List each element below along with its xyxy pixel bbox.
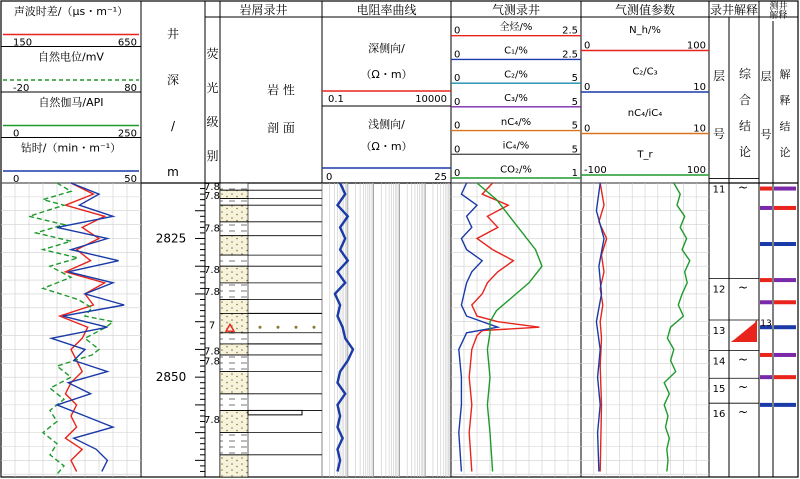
lithology-block [220, 190, 248, 198]
gasparam-scale-max: 10 [693, 123, 706, 135]
shallow-lat-label: 浅侧向/ [368, 118, 405, 131]
wirelog-conclusion-header: 解 [779, 68, 791, 81]
mudlog-conclusion-header: 结 [738, 119, 752, 133]
lith-title: 岩屑录井 [239, 3, 288, 17]
gas-curve-label: nC₄/% [500, 116, 532, 128]
lithology-block [220, 183, 248, 190]
gas-curve-label: C₂/% [504, 69, 528, 81]
gas-scale-max: 1 [571, 168, 578, 179]
track1-curve-label: 自然电位/mV [38, 50, 104, 64]
fluorescence-value: 7.8 [204, 414, 220, 426]
fluor-header-char: 别 [206, 149, 219, 163]
deep-lat-max: 10000 [415, 94, 447, 105]
wirelog-title-2: 解释 [769, 11, 788, 21]
fluorescence-value: 7.8 [204, 356, 220, 368]
fluorescence-value: 7.8 [204, 346, 220, 358]
lithology-lens [248, 410, 302, 414]
gas-scale-max: 5 [571, 120, 578, 132]
gas-scale-min: 0 [454, 168, 461, 179]
track1-curve-label: 自然伽马/API [38, 96, 104, 109]
fluor-header-char: 级 [206, 115, 219, 129]
gasparam-scale-min: 0 [584, 40, 591, 52]
deep-lat-unit: （Ω・m） [360, 68, 413, 81]
wirelog-flag [760, 187, 772, 191]
wirelog-conclusion-header: 结 [779, 120, 791, 133]
lithology-block [220, 433, 248, 455]
wirelog-flag [774, 278, 796, 282]
mudlog-layer-header: 层 [712, 69, 726, 83]
wirelog-flag [774, 242, 796, 246]
log-curves [29, 183, 690, 474]
log-body [1, 179, 796, 477]
wirelog-flag [774, 187, 796, 191]
track1-scale-min: 150 [13, 37, 33, 49]
lithology-block [220, 266, 248, 283]
lithology-block [220, 455, 248, 477]
lithology-block [220, 355, 248, 372]
track1-scale-max: 80 [124, 83, 137, 94]
resist-title: 电阻率曲线 [356, 3, 417, 17]
profile-header-text: 剖 面 [267, 121, 295, 135]
track1-scale-max: 50 [124, 174, 137, 185]
wirelog-flag [760, 242, 772, 246]
wirelog-flag [774, 206, 796, 210]
water-layer-symbol: ~ [737, 405, 749, 420]
lithology-dot [313, 326, 316, 329]
gasparam-scale-min: 0 [584, 123, 591, 135]
lithology-block [220, 299, 248, 313]
fluorescence-value: 7.8 [204, 223, 220, 235]
gas-scale-min: 0 [454, 49, 461, 61]
wirelog-layer-header: 层 [760, 70, 772, 83]
wirelog-flag [760, 206, 772, 210]
track1-scale-min: 0 [13, 174, 20, 185]
fluorescence-value: 7.8 [204, 191, 220, 203]
fluorescence-value: 7.8 [204, 181, 220, 193]
gas-curve-label: C₁/% [504, 45, 528, 57]
fluorescence-value: 7.8 [204, 264, 220, 276]
shallow-lat-max: 25 [434, 172, 447, 183]
lithology-block [220, 255, 248, 266]
wirelog-flag [760, 353, 772, 357]
lithology-block [220, 410, 248, 432]
wirelog-flag [774, 300, 796, 304]
mudlog-layer-number: 16 [712, 409, 726, 421]
depth-header-char: / [170, 119, 176, 133]
wirelog-layer-number: 13 [760, 318, 772, 329]
mudlog-layer-number: 13 [712, 326, 726, 337]
depth-header-char: 井 [166, 27, 180, 41]
lithology-block [220, 205, 248, 222]
lithology-dot [295, 326, 298, 329]
curve-C₁ [459, 183, 498, 472]
wirelog-flag [760, 375, 772, 379]
deep-lat-min: 0.1 [328, 94, 344, 105]
gas-curve-label: CO₂/% [500, 164, 532, 176]
depth-header-char: m [167, 165, 179, 179]
gas-scale-max: 5 [571, 73, 578, 85]
gas-curve-label: C₃/% [504, 93, 528, 105]
shallow-lat-min: 0 [326, 172, 333, 183]
gas-scale-min: 0 [454, 120, 461, 132]
gasparam-title: 气测值参数 [614, 3, 676, 17]
profile-header-text: 岩 性 [267, 83, 295, 97]
gas-title: 气测录井 [491, 3, 541, 17]
gas-curve-label: iC₄/% [502, 140, 530, 152]
gas-scale-max: 2.5 [562, 25, 578, 37]
gasparam-curve-label: C₂/C₃ [632, 66, 658, 78]
mudlog-conclusion-header: 综 [738, 67, 752, 81]
track1-scale-max: 650 [117, 37, 137, 49]
gas-scale-min: 0 [454, 144, 461, 156]
depth-label: 2850 [155, 370, 187, 385]
wirelog-title-1: 测井 [769, 2, 788, 12]
mudlog-layer-number: 15 [712, 384, 726, 396]
mudlog-layer-header: 号 [712, 127, 726, 141]
track1-curve-label: 声波时差/（μs・m⁻¹） [13, 5, 129, 18]
gas-scale-min: 0 [454, 25, 461, 37]
gas-scale-min: 0 [454, 96, 461, 108]
gasparam-curve-label: nC₄/iC₄ [627, 108, 663, 119]
water-layer-symbol: ~ [737, 180, 749, 195]
mudlog-conclusion-header: 论 [738, 145, 752, 159]
gasparam-scale-max: 10 [693, 82, 706, 93]
gas-scale-max: 5 [571, 96, 578, 108]
water-layer-symbol: ~ [737, 380, 749, 395]
fluorescence-value: 7.8 [204, 287, 220, 299]
lithology-block [220, 344, 248, 355]
track1-scale-max: 250 [117, 128, 137, 140]
wirelog-flag [774, 403, 796, 407]
wirelog-conclusion-header: 论 [779, 146, 791, 159]
depth-header-char: 深 [166, 73, 180, 87]
track1-scale-min: -20 [13, 83, 30, 94]
track1-scale-min: 0 [13, 128, 20, 140]
lithology-dot [259, 326, 262, 329]
lithology-block [220, 236, 248, 255]
gasparam-scale-min: 0 [584, 82, 591, 93]
wirelog-flag [774, 325, 796, 329]
wirelog-flag [774, 375, 796, 379]
mudlog-conclusion-header: 合 [738, 93, 752, 107]
shallow-lat-unit: （Ω・m） [360, 140, 413, 153]
mudlog-layer-number: 12 [712, 284, 726, 296]
gasparam-curve-label: N_h/% [629, 25, 661, 36]
gas-scale-max: 2.5 [562, 49, 578, 61]
lithology-block [220, 372, 248, 394]
wirelog-layer-header: 号 [760, 128, 772, 141]
wirelog-flag [774, 353, 796, 357]
wirelog-flag [760, 278, 772, 282]
gasparam-scale-max: 100 [686, 40, 706, 52]
gasparam-scale-max: 100 [686, 165, 706, 176]
water-layer-symbol: ~ [737, 280, 749, 295]
gas-scale-max: 5 [571, 144, 578, 156]
wirelog-flag [760, 300, 772, 304]
wirelog-flag [760, 403, 772, 407]
track1-curve-label: 钻时/（min・m⁻¹） [20, 141, 122, 155]
water-layer-symbol: ~ [737, 352, 749, 367]
mudlog-title: 录井解释 [709, 3, 759, 17]
fluorescence-value: 7 [208, 320, 216, 332]
depth-label: 2825 [155, 231, 187, 246]
curve-声波时差 [60, 183, 105, 472]
mudlog-layer-number: 11 [712, 184, 726, 196]
gas-curve-label: 全烃/% [499, 22, 533, 33]
lithology-block [220, 333, 248, 344]
deep-lat-label: 深侧向/ [368, 42, 405, 55]
gasparam-curve-label: T_r [637, 149, 653, 161]
fluor-header-char: 光 [206, 81, 219, 95]
curve-T_r [664, 183, 690, 472]
lithology-block [220, 394, 248, 411]
fluor-header-char: 荧 [206, 47, 219, 61]
wirelog-conclusion-header: 释 [779, 94, 791, 107]
mudlog-layer-number: 14 [712, 356, 726, 368]
gasparam-scale-min: -100 [584, 165, 607, 176]
lithology-block [220, 199, 248, 206]
lithology-block [220, 222, 248, 236]
lithology-dot [277, 326, 280, 329]
lithology-block [220, 283, 248, 300]
gas-scale-min: 0 [454, 73, 461, 85]
